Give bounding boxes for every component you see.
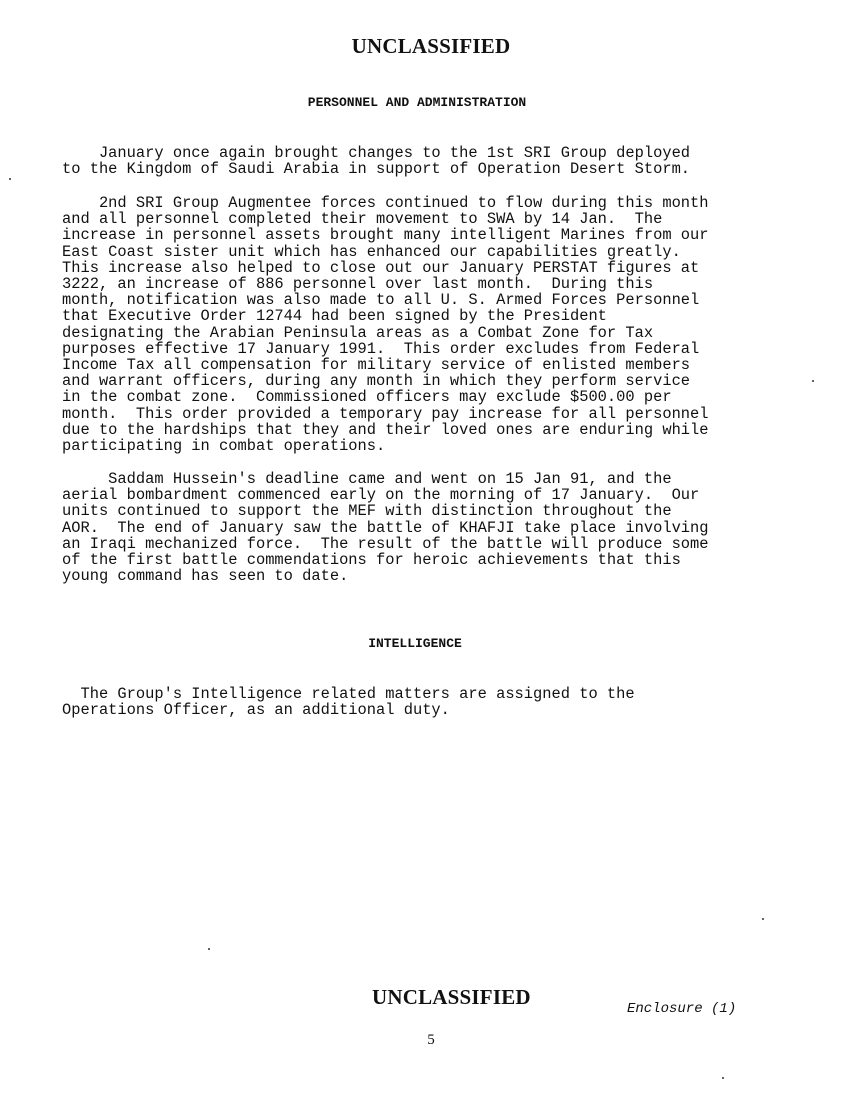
- section-heading-intelligence: INTELLIGENCE: [368, 636, 462, 651]
- top-classification-marking: UNCLASSIFIED: [351, 34, 511, 58]
- scan-speck: [762, 918, 764, 920]
- scan-speck: [812, 380, 814, 382]
- section-heading-personnel: PERSONNEL AND ADMINISTRATION: [307, 95, 527, 110]
- bottom-classification-marking: UNCLASSIFIED: [372, 985, 531, 1009]
- page-number: 5: [427, 1032, 435, 1048]
- intelligence-paragraph: The Group's Intelligence related matters are assigned to the Operations Officer, as an additional duty.: [62, 685, 635, 720]
- scan-speck: [722, 1077, 724, 1079]
- personnel-paragraph-1: January once again brought changes to the 1st SRI Group deployed to the Kingdom of Saudi Arabia in support of Operation Desert Storm.: [62, 144, 691, 179]
- personnel-paragraph-3: Saddam Hussein's deadline came and went on 15 Jan 91, and the aerial bombardment commenced early on the morning of 17 January. Our units continued to support the MEF with distinction throughout the AOR. The end of January saw the battle of KHAFJI take place involving an Iraqi mechanized force. The result of the battle will produce some of the first battle commendations for heroic achievements that this young command has seen to date.: [62, 470, 709, 586]
- scan-speck: [208, 948, 210, 950]
- personnel-paragraph-2: 2nd SRI Group Augmentee forces continued to flow during this month and all personnel completed their movement to SWA by 14 Jan. The increase in personnel assets brought many intelligent Marines from our East Coast sister unit which has enhanced our capabilities greatly. This increase also helped to close out our January PERSTAT figures at 3222, an increase of 886 personnel over last month. During this month, notification was also made to all U. S. Armed Forces Personnel that Executive Order 12744 had been signed by the President designating the Arabian Peninsula areas as a Combat Zone for Tax purposes effective 17 January 1991. This order excludes from Federal Income Tax all compensation for military service of enlisted members and warrant officers, during any month in which they perform service in the combat zone. Commissioned officers may exclude $500.00 per month. This order provided a temporary pay increase for all personnel due to the hardships that they and their loved ones are enduring while participating in combat operations.: [62, 194, 709, 456]
- enclosure-label: Enclosure (1): [627, 1001, 737, 1017]
- scan-speck: [9, 178, 11, 180]
